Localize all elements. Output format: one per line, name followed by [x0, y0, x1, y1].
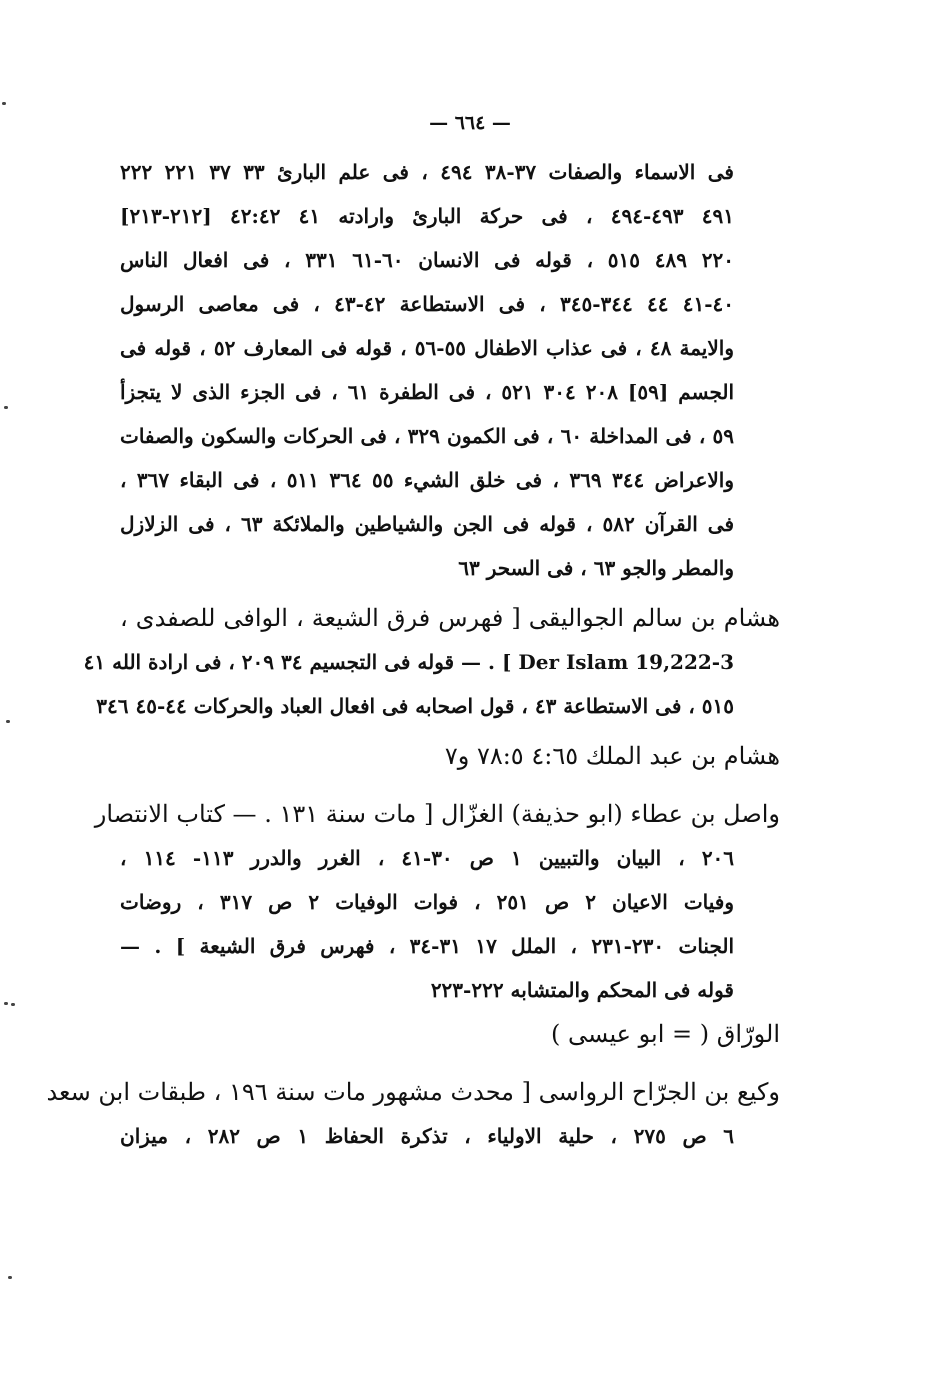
entry-line: قوله فى المحكم والمتشابه ٢٢٢-٢٢٣	[430, 978, 734, 1002]
entry-line: ٤٩١ ٤٩٣-٤٩٤ ، فى حركة البارئ وارادته ٤١ ٤٢:٤٢ [٢١٢-٢١٣]	[120, 204, 734, 228]
entry-line: الجسم [٥٩] ٢٠٨ ٣٠٤ ٥٢١ ، فى الطفرة ٦١ ، فى الجزء الذى لا يتجزأ	[120, 380, 734, 404]
index-entry-wasil-ibn-ata	[94, 792, 780, 1012]
scan-speck	[8, 1276, 12, 1279]
entry-line: فى الاسماء والصفات ٣٧-٣٨ ٤٩٤ ، فى علم البارئ ٣٣ ٣٧ ٢٢١ ٢٢٢	[120, 160, 734, 184]
entry-line: ٢٠٦ ، البيان والتبيين ١ ص ٣٠-٤١ ، الغرر والدرر ١١٣- ١١٤ ،	[120, 846, 735, 870]
entry-line: والايمة ٤٨ ، فى عذاب الاطفال ٥٥-٥٦ ، قوله فى المعارف ٥٢ ، قوله فى	[120, 336, 734, 360]
scan-speck	[4, 406, 8, 409]
entry-heading: هشام بن عبد الملك ٤:٦٥ ٧٨:٥ و٧	[444, 742, 780, 770]
entry-line: ٥٩ ، فى المداخلة ٦٠ ، فى الكمون ٣٢٩ ، فى الحركات والسكون والصفات	[120, 424, 734, 448]
entry-line: ٥١٥ ، فى الاستطاعة ٤٣ ، قول اصحابه فى افعال العباد والحركات ٤٤-٤٥ ٣٤٦	[96, 694, 734, 718]
scan-speck	[11, 1003, 15, 1006]
entry-line: ٢٢٠ ٤٨٩ ٥١٥ ، قوله فى الانسان ٦٠-٦١ ٣٣١ ، فى افعال الناس	[120, 248, 734, 272]
entry-line: Der Islam 19,222-3 ] . — قوله فى التجسيم ٣٤ ٢٠٩ ، فى ارادة الله ٤١	[83, 650, 734, 674]
entry-line: ٦ ص ٢٧٥ ، حلية الاولياء ، تذكرة الحفاظ ١ ص ٢٨٢ ، ميزان	[120, 1124, 735, 1148]
scan-speck	[6, 720, 10, 723]
entry-line: وفيات الاعيان ٢ ص ٢٥١ ، فوات الوفيات ٢ ص ٣١٧ ، روضات	[120, 890, 734, 914]
entry-heading: وكيع بن الجرّاح الرواسى [ محدث مشهور مات سنة ١٩٦ ، طبقات ابن سعد	[46, 1078, 780, 1106]
entry-heading: الورّاق ( = ابو عيسى )	[551, 1020, 780, 1048]
index-entry-waki-ibn-al-jarrah	[46, 1070, 780, 1158]
entry-line: الجنات ٢٣٠-٢٣١ ، الملل ١٧ ٣١-٣٤ ، فهرس فرق الشيعة ] . —	[120, 934, 735, 958]
entry-line: فى القرآن ٥٨٢ ، قوله فى الجن والشياطين والملائكة ٦٣ ، فى الزلازل	[120, 512, 735, 536]
scan-speck	[2, 102, 6, 105]
entry-line: والمطر والجو ٦٣ ، فى السحر ٦٣	[458, 556, 734, 580]
page-number: — ٦٦٤ —	[429, 112, 511, 134]
entry-line: ٤٠-٤١ ٤٤ ٣٤٤-٣٤٥ ، فى الاستطاعة ٤٢-٤٣ ، فى معاصى الرسول	[120, 292, 735, 316]
scan-speck	[4, 1002, 8, 1005]
entry-heading: هشام بن سالم الجواليقى [ فهرس فرق الشيعة ، الوافى للصفدى ،	[120, 604, 780, 632]
index-entry-hisham-ibn-abd-al-malik	[120, 734, 780, 778]
index-entry-al-warraq	[120, 1012, 780, 1056]
index-entries	[46, 150, 780, 1158]
entry-line: والاعراض ٣٤٤ ٣٦٩ ، فى خلق الشيء ٥٥ ٣٦٤ ٥١١ ، فى البقاء ٣٦٧ ،	[120, 468, 734, 492]
index-entry-continuation	[120, 150, 780, 590]
index-entry-hisham-ibn-salim	[83, 596, 780, 728]
entry-heading: واصل بن عطاء (ابو حذيفة) الغزّال [ مات سنة ١٣١ . — كتاب الانتصار	[94, 800, 780, 828]
